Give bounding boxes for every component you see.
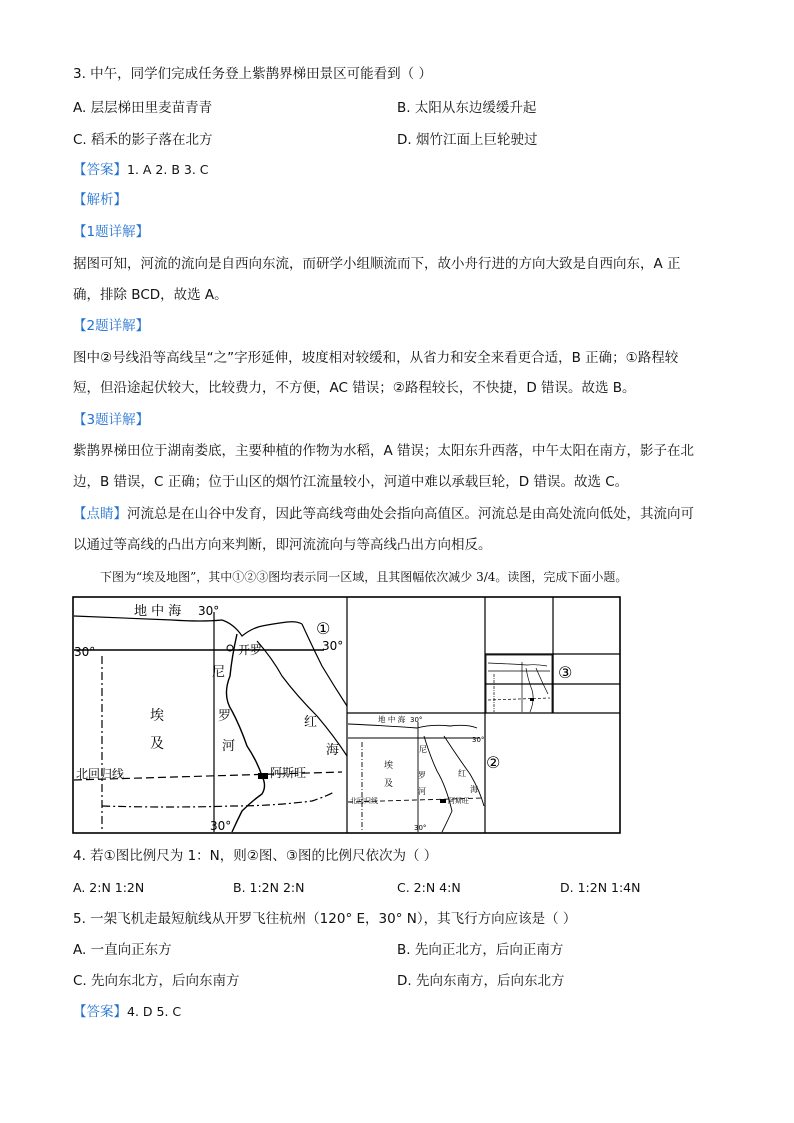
- answer-tag: 【答案】: [73, 162, 127, 178]
- map1-ai: 埃: [150, 708, 164, 724]
- q3-option-b: B. 太阳从东边缓缓升起: [397, 100, 537, 116]
- map2-lat-right: 30°: [472, 736, 485, 744]
- q5-option-d: D. 先向东南方，后向东北方: [397, 973, 565, 989]
- map2-lat-bottom: 30°: [414, 824, 427, 832]
- map1-lat-top: 30°: [198, 604, 220, 618]
- map1-aswan: 阿斯旺: [270, 766, 307, 780]
- detail-1-line-1: 据图可知，河流的流向是自西向东流，而研学小组顺流而下，故小舟行进的方向大致是自西向东，A 正: [73, 256, 681, 272]
- map1-hong: 红: [304, 715, 318, 730]
- q4-option-b: B. 1:2N 2:N: [233, 880, 305, 895]
- map1-hai: 海: [326, 743, 340, 758]
- map2-ji: 及: [384, 779, 394, 789]
- detail-3-line-1: 紫鹊界梯田位于湖南娄底，主要种植的作物为水稻，A 错误；太阳东升西落，中午太阳在南方，影子在北: [73, 443, 695, 459]
- map-1-marker: ①: [316, 619, 331, 638]
- map2-tropic: 北回归线: [350, 797, 378, 805]
- detail-2-line-1: 图中②号线沿等高线呈“之”字形延伸，坡度相对较缓和，从省力和安全来看更合适，B 正确；①路程较: [73, 350, 679, 366]
- detail-1-tag: 【1题详解】: [73, 224, 150, 240]
- answer-1-3: [73, 160, 209, 180]
- egypt-map-figure: [72, 596, 622, 834]
- map2-ni: 尼: [419, 745, 427, 754]
- map-2-marker: ②: [486, 753, 501, 772]
- q5-option-a: A. 一直向正东方: [73, 942, 172, 958]
- map1-tropic: 北回归线: [76, 767, 125, 781]
- detail-1-line-2: 确，排除 BCD，故选 A。: [73, 287, 228, 303]
- answer-4-5: [73, 1002, 181, 1022]
- map2-hai: 海: [470, 785, 478, 794]
- map1-ni: 尼: [212, 665, 226, 680]
- q5-stem: 5. 一架飞机走最短航线从开罗飞往杭州（120° E，30° N），其飞行方向应该是（ ）: [73, 911, 577, 927]
- q3-option-d: D. 烟竹江面上巨轮驶过: [397, 132, 538, 148]
- answer-tag: 【答案】: [73, 1004, 127, 1020]
- map1-ji: 及: [150, 736, 164, 752]
- detail-2-line-2: 短，但沿途起伏较大，比较费力，不方便，AC 错误；②路程较长，不快捷，D 错误。故选 B。: [73, 380, 636, 396]
- map1-sea-label: 地 中 海: [134, 604, 182, 619]
- q5-option-c: C. 先向东北方，后向东南方: [73, 973, 240, 989]
- q4-option-d: D. 1:2N 1:4N: [560, 880, 641, 895]
- q4-stem: 4. 若①图比例尺为 1：N，则②图、③图的比例尺依次为（ ）: [73, 848, 438, 864]
- map1-luo: 罗: [218, 709, 232, 724]
- map2-luo: 罗: [418, 771, 426, 780]
- analysis-tag: 【解析】: [73, 192, 127, 208]
- tip-tag: 【点睛】: [73, 506, 127, 522]
- map1-lat-bottom: 30°: [210, 819, 232, 833]
- detail-2-tag: 【2题详解】: [73, 318, 150, 334]
- q3-option-a: A. 层层梯田里麦苗青青: [73, 100, 213, 116]
- map2-he: 河: [418, 787, 426, 796]
- tip-text: 河流总是在山谷中发育，因此等高线弯曲处会指向高值区。河流总是由高处流向低处，其流向可: [127, 506, 694, 522]
- map1-cairo: 开罗: [238, 643, 263, 657]
- q4-option-a: A. 2:N 1:2N: [73, 880, 145, 895]
- q4-option-c: C. 2:N 4:N: [397, 880, 461, 895]
- q3-stem: 3. 中午，同学们完成任务登上紫鹊界梯田景区可能看到（ ）: [73, 66, 432, 82]
- map2-sea-label: 地 中 海: [378, 715, 406, 724]
- q3-option-c: C. 稻禾的影子落在北方: [73, 132, 213, 148]
- map1-lat-left: 30°: [74, 645, 96, 659]
- map2-hong: 红: [458, 769, 466, 778]
- tip-line-2: 以通过等高线的凸出方向来判断，即河流流向与等高线凸出方向相反。: [73, 537, 492, 553]
- answer-text: 1. A 2. B 3. C: [127, 162, 209, 177]
- map2-ai: 埃: [384, 761, 394, 771]
- detail-3-line-2: 边，B 错误，C 正确；位于山区的烟竹江流量较小，河道中难以承载巨轮，D 错误。故选 C。: [73, 474, 629, 490]
- map2-lat-top: 30°: [410, 716, 423, 724]
- map2-aswan: 阿斯旺: [448, 797, 469, 805]
- detail-3-tag: 【3题详解】: [73, 412, 150, 428]
- tip-line-1: [73, 504, 694, 524]
- map-3-marker: ③: [558, 663, 573, 682]
- map-intro: 下图为“埃及地图”，其中①②③图均表示同一区域，且其图幅依次减少 3/4。读图，完成下面小题。: [100, 570, 628, 584]
- answer-text: 4. D 5. C: [127, 1004, 182, 1019]
- map1-he: 河: [222, 739, 236, 754]
- q5-option-b: B. 先向正北方，后向正南方: [397, 942, 564, 958]
- map1-lat-right: 30°: [322, 639, 344, 653]
